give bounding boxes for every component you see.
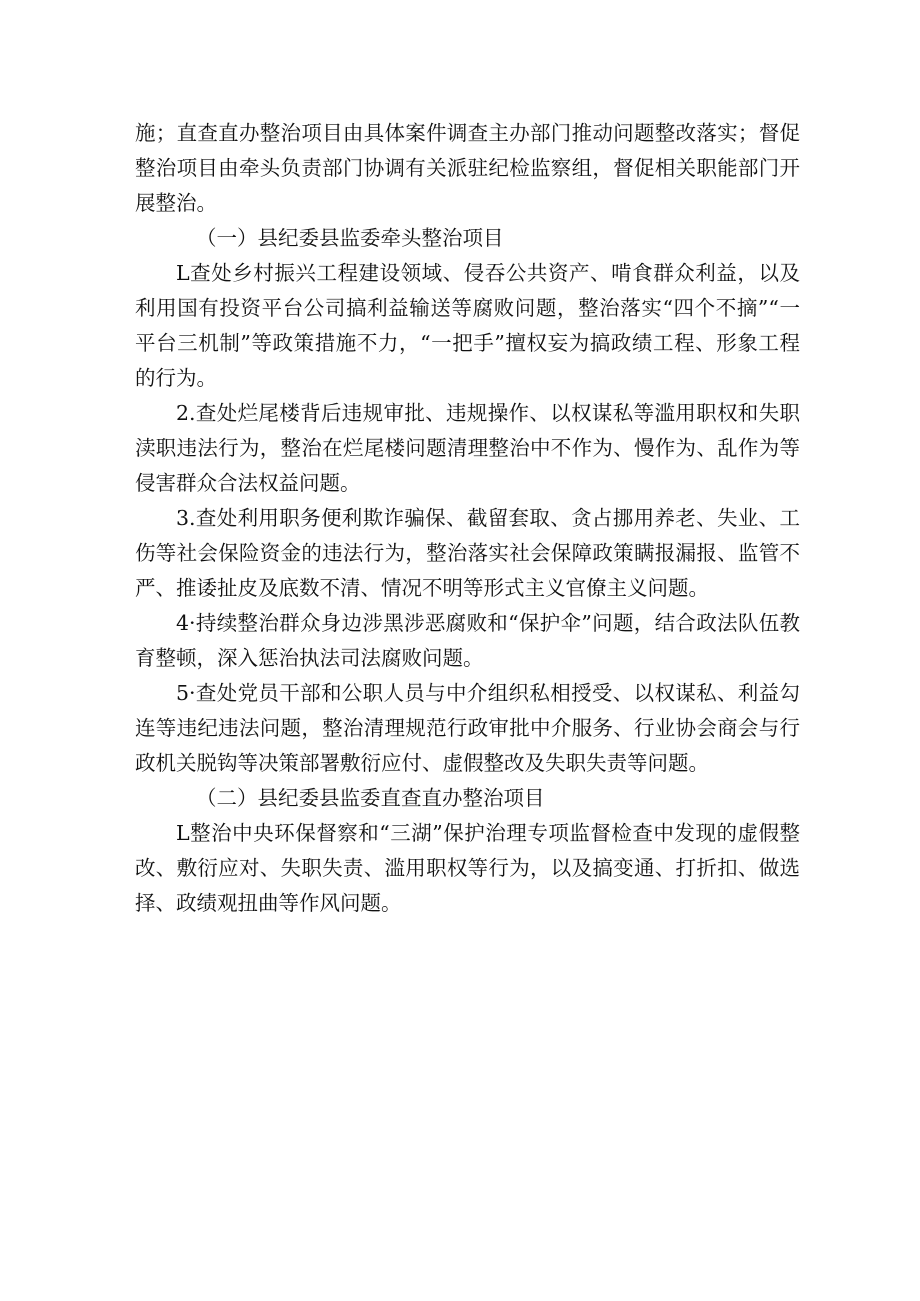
- paragraph-item: L整治中央环保督察和“三湖”保护治理专项监督检查中发现的虚假整改、敷衍应对、失职失责、滥用职权等行为，以及搞变通、打折扣、做选择、政绩观扭曲等作风问题。: [135, 821, 800, 915]
- paragraph-item: 2.查处烂尾楼背后违规审批、违规操作、以权谋私等滥用职权和失职渎职违法行为，整治在烂尾楼问题清理整治中不作为、慢作为、乱作为等侵害群众合法权益问题。: [135, 401, 800, 495]
- paragraph-item: 4·持续整治群众身边涉黑涉恶腐败和“保护伞”问题，结合政法队伍教育整顿，深入惩治执法司法腐败问题。: [135, 611, 800, 670]
- paragraph-item: L查处乡村振兴工程建设领域、侵吞公共资产、啃食群众利益，以及利用国有投资平台公司搞利益输送等腐败问题，整治落实“四个不摘”“一平台三机制”等政策措施不力，“一把手”擅权妄为搞政绩工程、形象工程的行为。: [135, 261, 800, 390]
- section-heading-2: （二）县纪委县监委直查直办整治项目: [196, 786, 545, 810]
- paragraph-item: 5·查处党员干部和公职人员与中介组织私相授受、以权谋私、利益勾连等违纪违法问题，整治清理规范行政审批中介服务、行业协会商会与行政机关脱钩等决策部署敷衍应付、虚假整改及失职失责等问题。: [135, 681, 800, 775]
- section-heading-1: （一）县纪委县监委牵头整治项目: [196, 226, 504, 250]
- document-body: [135, 116, 800, 921]
- paragraph-item: 3.查处利用职务便利欺诈骗保、截留套取、贪占挪用养老、失业、工伤等社会保险资金的违法行为，整治落实社会保障政策瞒报漏报、监管不严、推诿扯皮及底数不清、情况不明等形式主义官僚主义问题。: [135, 506, 800, 600]
- paragraph-continuation: 施；直查直办整治项目由具体案件调查主办部门推动问题整改落实；督促整治项目由牵头负责部门协调有关派驻纪检监察组，督促相关职能部门开展整治。: [135, 121, 800, 215]
